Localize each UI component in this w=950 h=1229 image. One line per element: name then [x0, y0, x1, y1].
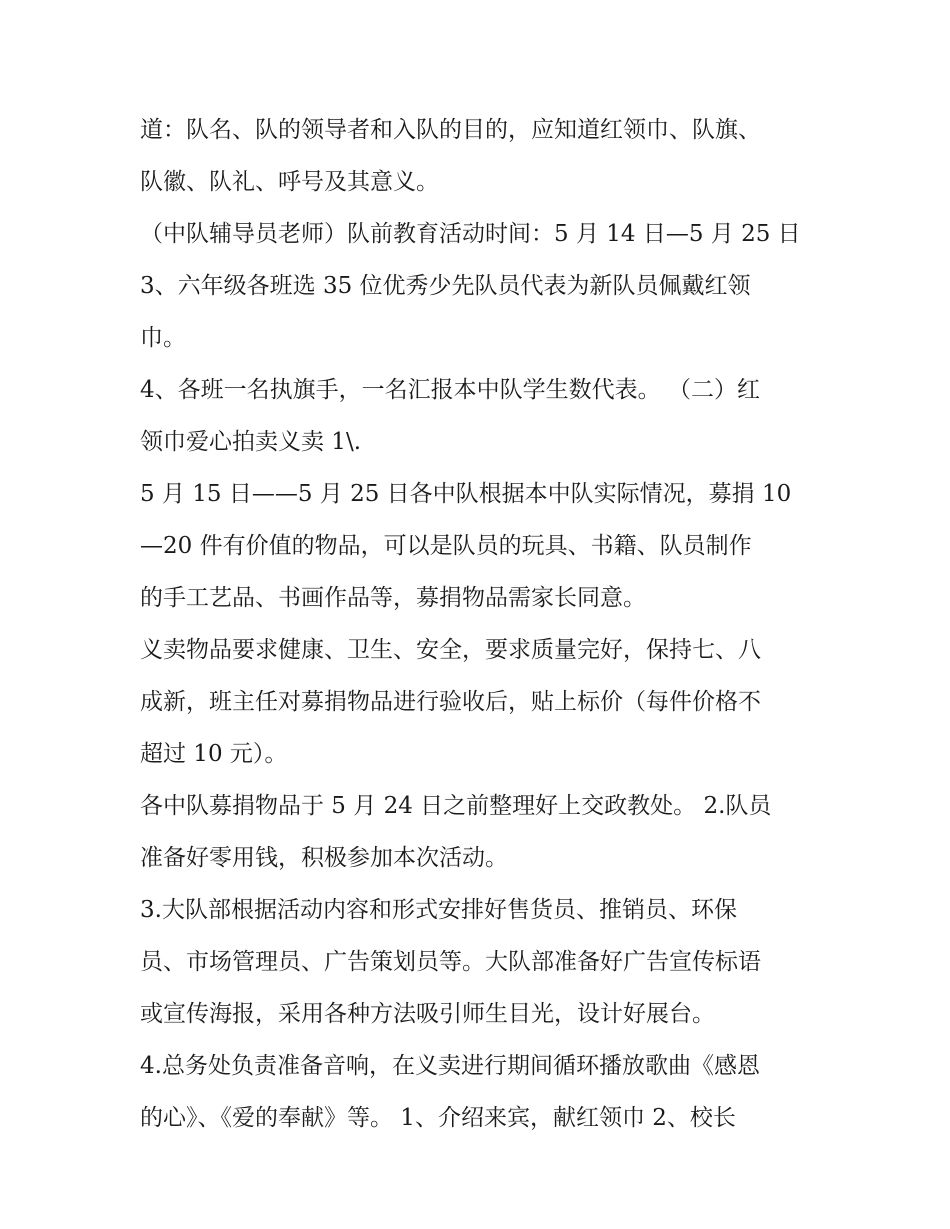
- text-line: 各中队募捐物品于 5 月 24 日之前整理好上交政教处。 2.队员: [140, 793, 772, 819]
- text-line: 或宣传海报，采用各种方法吸引师生目光，设计好展台。: [140, 1001, 715, 1027]
- text-line: 义卖物品要求健康、卫生、安全，要求质量完好，保持七、八: [140, 637, 761, 663]
- text-line: 的手工艺品、书画作品等，募捐物品需家长同意。: [140, 585, 646, 611]
- text-line: 道：队名、队的领导者和入队的目的，应知道红领巾、队旗、: [140, 117, 761, 143]
- text-line: —20 件有价值的物品，可以是队员的玩具、书籍、队员制作: [140, 533, 752, 559]
- text-line: 巾。: [140, 325, 186, 351]
- text-line: 5 月 15 日——5 月 25 日各中队根据本中队实际情况，募捐 10: [140, 481, 792, 507]
- text-line: （中队辅导员老师）队前教育活动时间：5 月 14 日—5 月 25 日: [140, 221, 801, 247]
- text-line: 3、六年级各班选 35 位优秀少先队员代表为新队员佩戴红领: [140, 273, 751, 299]
- text-line: 员、市场管理员、广告策划员等。大队部准备好广告宣传标语: [140, 949, 761, 975]
- text-line: 3.大队部根据活动内容和形式安排好售货员、推销员、环保: [140, 897, 737, 923]
- text-line: 队徽、队礼、呼号及其意义。: [140, 169, 439, 195]
- text-line: 4.总务处负责准备音响，在义卖进行期间循环播放歌曲《感恩: [140, 1053, 760, 1079]
- text-line: 4、各班一名执旗手，一名汇报本中队学生数代表。 （二）红: [140, 377, 760, 403]
- text-line: 的心》、《爱的奉献》等。 1、介绍来宾，献红领巾 2、校长: [140, 1105, 736, 1131]
- text-line: 领巾爱心拍卖义卖 1\.: [140, 429, 362, 455]
- text-line: 准备好零用钱，积极参加本次活动。: [140, 845, 508, 871]
- text-line: 超过 10 元）。: [140, 741, 288, 767]
- body-text: [140, 104, 820, 1144]
- text-line: 成新，班主任对募捐物品进行验收后，贴上标价（每件价格不: [140, 689, 761, 715]
